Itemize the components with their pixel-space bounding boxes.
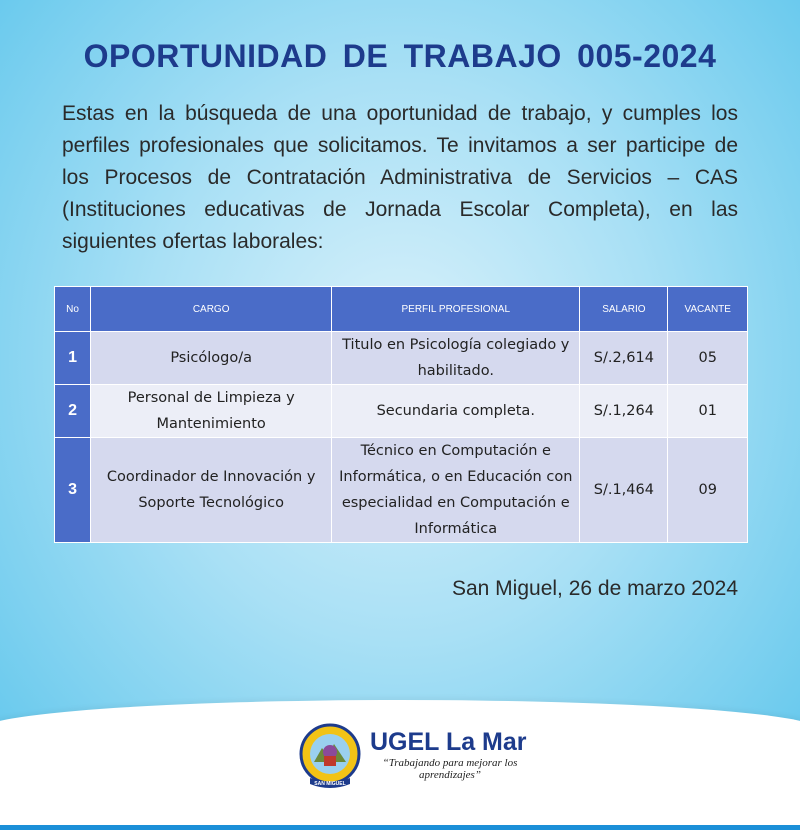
row-number: 1 [55, 332, 91, 385]
row-perfil: Técnico en Computación e Informática, o en Educación con especialidad en Computación e Informática [332, 438, 580, 543]
brand-name: UGEL La Mar [370, 728, 527, 756]
header-vacante: VACANTE [668, 287, 748, 332]
row-cargo: Psicólogo/a [91, 332, 332, 385]
row-salario: S/.1,464 [580, 438, 668, 543]
row-cargo: Personal de Limpieza y Mantenimiento [91, 385, 332, 438]
brand-slogan: “Trabajando para mejorar los aprendizajes” [382, 757, 518, 781]
page-title: OPORTUNIDAD DE TRABAJO 005-2024 [83, 38, 717, 74]
table-header-row [55, 287, 748, 332]
row-vacante: 05 [668, 332, 748, 385]
row-perfil: Titulo en Psicología colegiado y habilitado. [332, 332, 580, 385]
row-perfil: Secundaria completa. [332, 385, 580, 438]
row-number: 2 [55, 385, 91, 438]
header-salario: SALARIO [580, 287, 668, 332]
header-perfil: PERFIL PROFESIONAL [332, 287, 580, 332]
footer-divider [0, 825, 800, 830]
table-row [55, 332, 748, 385]
row-salario: S/.1,264 [580, 385, 668, 438]
table-row [55, 438, 748, 543]
header-no: No [55, 287, 91, 332]
row-salario: S/.2,614 [580, 332, 668, 385]
date-location: San Miguel, 26 de marzo 2024 [451, 577, 738, 600]
ugel-emblem-icon [296, 722, 364, 790]
intro-paragraph: Estas en la búsqueda de una oportunidad de trabajo, y cumples los perfiles profesionales que solicitamos. Te invitamos a ser participe de los Procesos de Contratación Administrativa de Servicios – CAS (Instituciones educativas de Jornada Escolar Completa), en las siguientes ofertas laborales: [62, 102, 738, 253]
row-number: 3 [55, 438, 91, 543]
logo-ribbon-text: SAN MIGUEL [314, 781, 346, 787]
row-vacante: 09 [668, 438, 748, 543]
table-row [55, 385, 748, 438]
job-offers-table [54, 286, 748, 543]
row-vacante: 01 [668, 385, 748, 438]
row-cargo: Coordinador de Innovación y Soporte Tecnológico [91, 438, 332, 543]
header-cargo: CARGO [91, 287, 332, 332]
